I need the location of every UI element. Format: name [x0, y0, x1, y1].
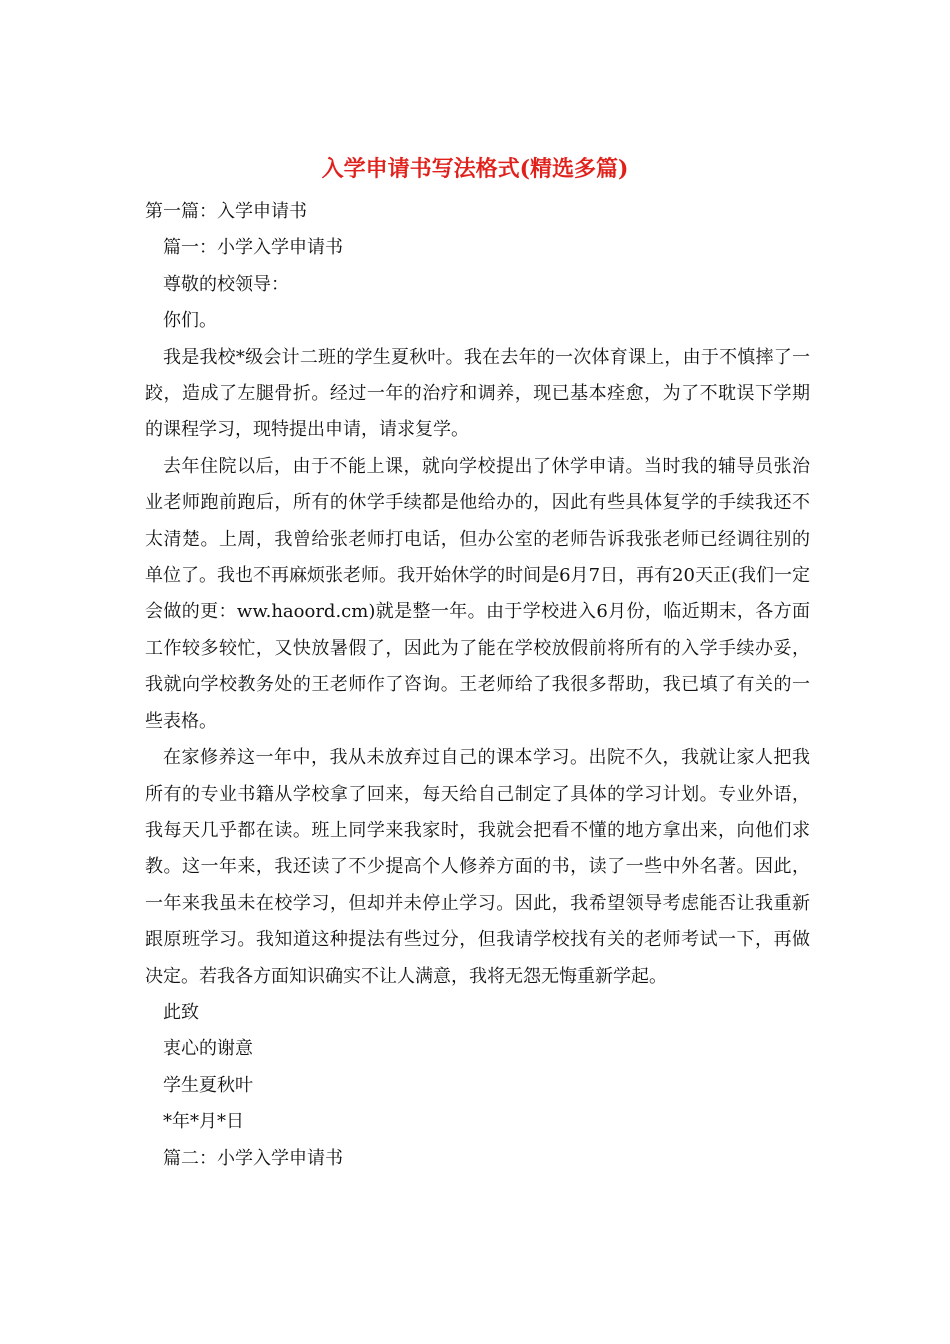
body-paragraph: 在家修养这一年中，我从未放弃过自己的课本学习。出院不久，我就让家人把我所有的专业书籍从学校拿了回来，每天给自己制定了具体的学习计划。专业外语，我每天几乎都在读。班上同学来我家时，我就会把看不懂的地方拿出来，向他们求教。这一年来，我还读了不少提高个人修养方面的书，读了一些中外名著。因此，一年来我虽未在校学习，但却并未停止学习。因此，我希望领导考虑能否让我重新跟原班学习。我知道这种提法有些过分，但我请学校找有关的老师考试一下，再做决定。若我各方面知识确实不让人满意，我将无怨无悔重新学起。	[145, 747, 810, 987]
body-paragraph: 去年住院以后，由于不能上课，就向学校提出了休学申请。当时我的辅导员张治业老师跑前跑后，所有的休学手续都是他给办的，因此有些具体复学的手续我还不太清楚。上周，我曾给张老师打电话，但办公室的老师告诉我张老师已经调往别的单位了。我也不再麻烦张老师。我开始休学的时间是6月7日，再有20天正(我们一定会做的更：ww.haoord.cm)就是整一年。由于学校进入6月份，临近期末，各方面工作较多较忙，又快放暑假了，因此为了能在学校放假前将所有的入学手续办妥，我就向学校教务处的王老师作了咨询。王老师给了我很多帮助，我已填了有关的一些表格。	[145, 455, 810, 732]
greeting: 你们。	[163, 310, 217, 332]
closing-line: 此致	[163, 1001, 199, 1023]
salutation: 尊敬的校领导：	[163, 273, 289, 295]
document-title: 入学申请书写法格式(精选多篇)	[321, 156, 629, 182]
document-body	[145, 194, 810, 1177]
signature: 学生夏秋叶	[163, 1074, 253, 1096]
subsection-heading: 篇一：小学入学申请书	[163, 237, 343, 259]
date-line: *年*月*日	[163, 1111, 244, 1133]
body-paragraph: 我是我校*级会计二班的学生夏秋叶。我在去年的一次体育课上，由于不慎摔了一跤，造成了左腿骨折。经过一年的治疗和调养，现已基本痊愈，为了不耽误下学期的课程学习，现特提出申请，请求复学。	[145, 346, 810, 441]
section-heading: 第一篇：入学申请书	[145, 201, 307, 222]
closing-regards: 衷心的谢意	[163, 1038, 253, 1060]
subsection-heading: 篇二：小学入学申请书	[163, 1147, 343, 1169]
